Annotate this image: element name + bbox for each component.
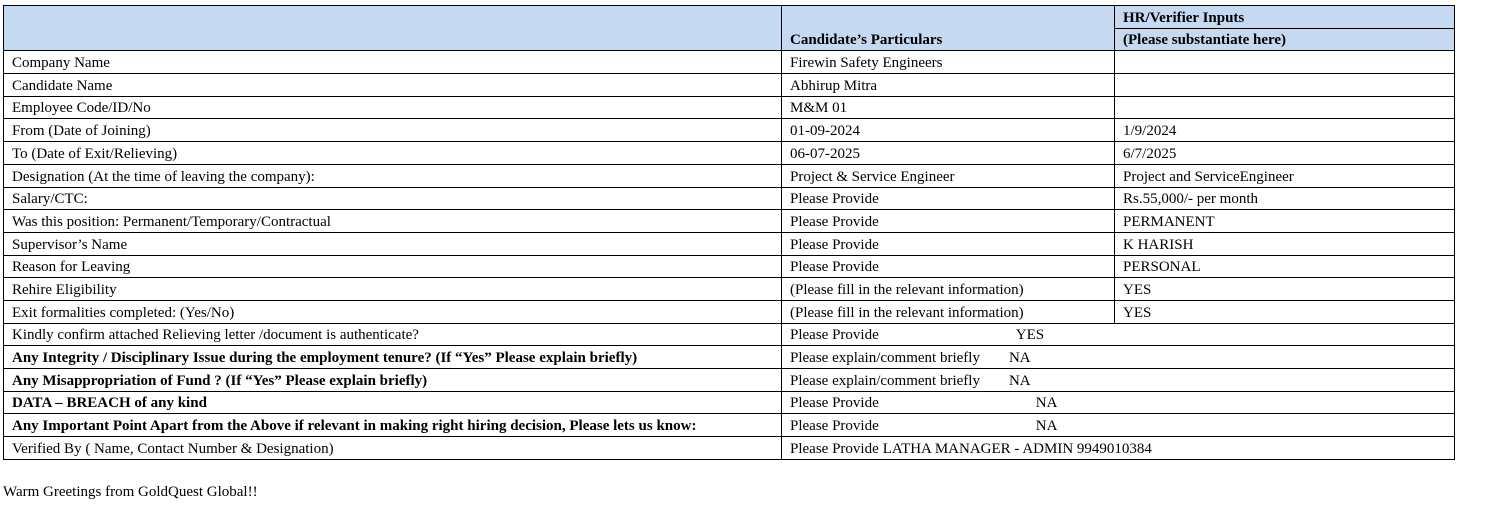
verification-form-table — [3, 5, 1455, 460]
field-label: From (Date of Joining) — [4, 119, 782, 142]
table-row — [4, 437, 1455, 460]
field-label: DATA – BREACH of any kind — [4, 391, 782, 414]
hr-verifier-value — [1115, 96, 1455, 119]
header-please-substantiate: (Please substantiate here) — [1115, 28, 1455, 51]
field-label: Employee Code/ID/No — [4, 96, 782, 119]
candidate-value: Project & Service Engineer — [782, 164, 1115, 187]
table-row — [4, 300, 1455, 323]
response-answer: YES — [1015, 327, 1045, 344]
response-prompt: Please explain/comment briefly — [790, 372, 980, 389]
response-prompt: Please Provide — [790, 395, 879, 412]
response-answer: NA — [1035, 395, 1058, 412]
header-candidate-particulars: Candidate’s Particulars — [782, 6, 1115, 51]
candidate-value: 06-07-2025 — [782, 142, 1115, 165]
response-cell — [782, 414, 1455, 437]
response-answer: NA — [1008, 350, 1031, 366]
candidate-value: 01-09-2024 — [782, 119, 1115, 142]
hr-verifier-value: Rs.55,000/- per month — [1115, 187, 1455, 210]
response-cell — [782, 437, 1455, 460]
table-row — [4, 323, 1455, 346]
candidate-value: (Please fill in the relevant information) — [782, 278, 1115, 301]
response-answer: LATHA MANAGER - ADMIN 9949010384 — [882, 440, 1152, 457]
header-hr-verifier-inputs: HR/Verifier Inputs — [1115, 6, 1455, 29]
greeting-text: Warm Greetings from GoldQuest Global!! — [3, 484, 258, 500]
field-label: Any Important Point Apart from the Above if relevant in making right hiring decision, Please lets us know: — [4, 414, 782, 437]
field-label: Verified By ( Name, Contact Number & Designation) — [4, 437, 782, 460]
table-row — [4, 119, 1455, 142]
field-label: Salary/CTC: — [4, 187, 782, 210]
response-answer: NA — [1008, 372, 1031, 389]
field-label: Supervisor’s Name — [4, 232, 782, 255]
table-row — [4, 74, 1455, 97]
field-label: Was this position: Permanent/Temporary/Contractual — [4, 210, 782, 233]
field-label: Reason for Leaving — [4, 255, 782, 278]
hr-verifier-value: PERSONAL — [1115, 255, 1455, 278]
candidate-value: M&M 01 — [782, 96, 1115, 119]
field-label: Any Misappropriation of Fund ? (If “Yes” Please explain briefly) — [4, 369, 782, 392]
candidate-value: Please Provide — [782, 187, 1115, 210]
candidate-value: Please Provide — [782, 210, 1115, 233]
candidate-value: Firewin Safety Engineers — [782, 51, 1115, 74]
response-answer: NA — [1035, 418, 1058, 435]
candidate-value: (Please fill in the relevant information) — [782, 300, 1115, 323]
table-row — [4, 278, 1455, 301]
hr-verifier-value: PERMANENT — [1115, 210, 1455, 233]
hr-verifier-value: YES — [1115, 300, 1455, 323]
hr-verifier-value: 1/9/2024 — [1115, 119, 1455, 142]
table-row — [4, 232, 1455, 255]
field-label: Any Integrity / Disciplinary Issue during the employment tenure? (If “Yes” Please explain briefly) — [4, 346, 782, 369]
hr-verifier-value: YES — [1115, 278, 1455, 301]
response-prompt: Please Provide — [790, 327, 879, 344]
candidate-value: Please Provide — [782, 232, 1115, 255]
response-cell — [782, 369, 1455, 392]
field-label: Kindly confirm attached Relieving letter /document is authenticate? — [4, 323, 782, 346]
hr-verifier-value: K HARISH — [1115, 232, 1455, 255]
header-row-1 — [4, 6, 1455, 29]
table-row — [4, 414, 1455, 437]
table-row — [4, 96, 1455, 119]
field-label: To (Date of Exit/Relieving) — [4, 142, 782, 165]
form-body — [4, 6, 1455, 460]
hr-verifier-value — [1115, 74, 1455, 97]
response-prompt: Please Provide — [790, 440, 879, 457]
field-label: Rehire Eligibility — [4, 278, 782, 301]
hr-verifier-value: 6/7/2025 — [1115, 142, 1455, 165]
hr-verifier-value: Project and ServiceEngineer — [1115, 164, 1455, 187]
response-prompt: Please Provide — [790, 418, 879, 435]
response-cell — [782, 391, 1455, 414]
field-label: Designation (At the time of leaving the company): — [4, 164, 782, 187]
field-label: Candidate Name — [4, 74, 782, 97]
hr-verifier-value — [1115, 51, 1455, 74]
response-cell — [782, 346, 1455, 369]
table-row — [4, 210, 1455, 233]
table-row — [4, 369, 1455, 392]
table-row — [4, 51, 1455, 74]
candidate-value: Abhirup Mitra — [782, 74, 1115, 97]
table-row — [4, 346, 1455, 369]
header-blank-cell — [4, 6, 782, 51]
response-prompt: Please explain/comment briefly — [790, 350, 980, 366]
response-cell — [782, 323, 1455, 346]
table-row — [4, 255, 1455, 278]
table-row — [4, 187, 1455, 210]
field-label: Company Name — [4, 51, 782, 74]
candidate-value: Please Provide — [782, 255, 1115, 278]
table-row — [4, 142, 1455, 165]
table-row — [4, 391, 1455, 414]
table-row — [4, 164, 1455, 187]
field-label: Exit formalities completed: (Yes/No) — [4, 300, 782, 323]
